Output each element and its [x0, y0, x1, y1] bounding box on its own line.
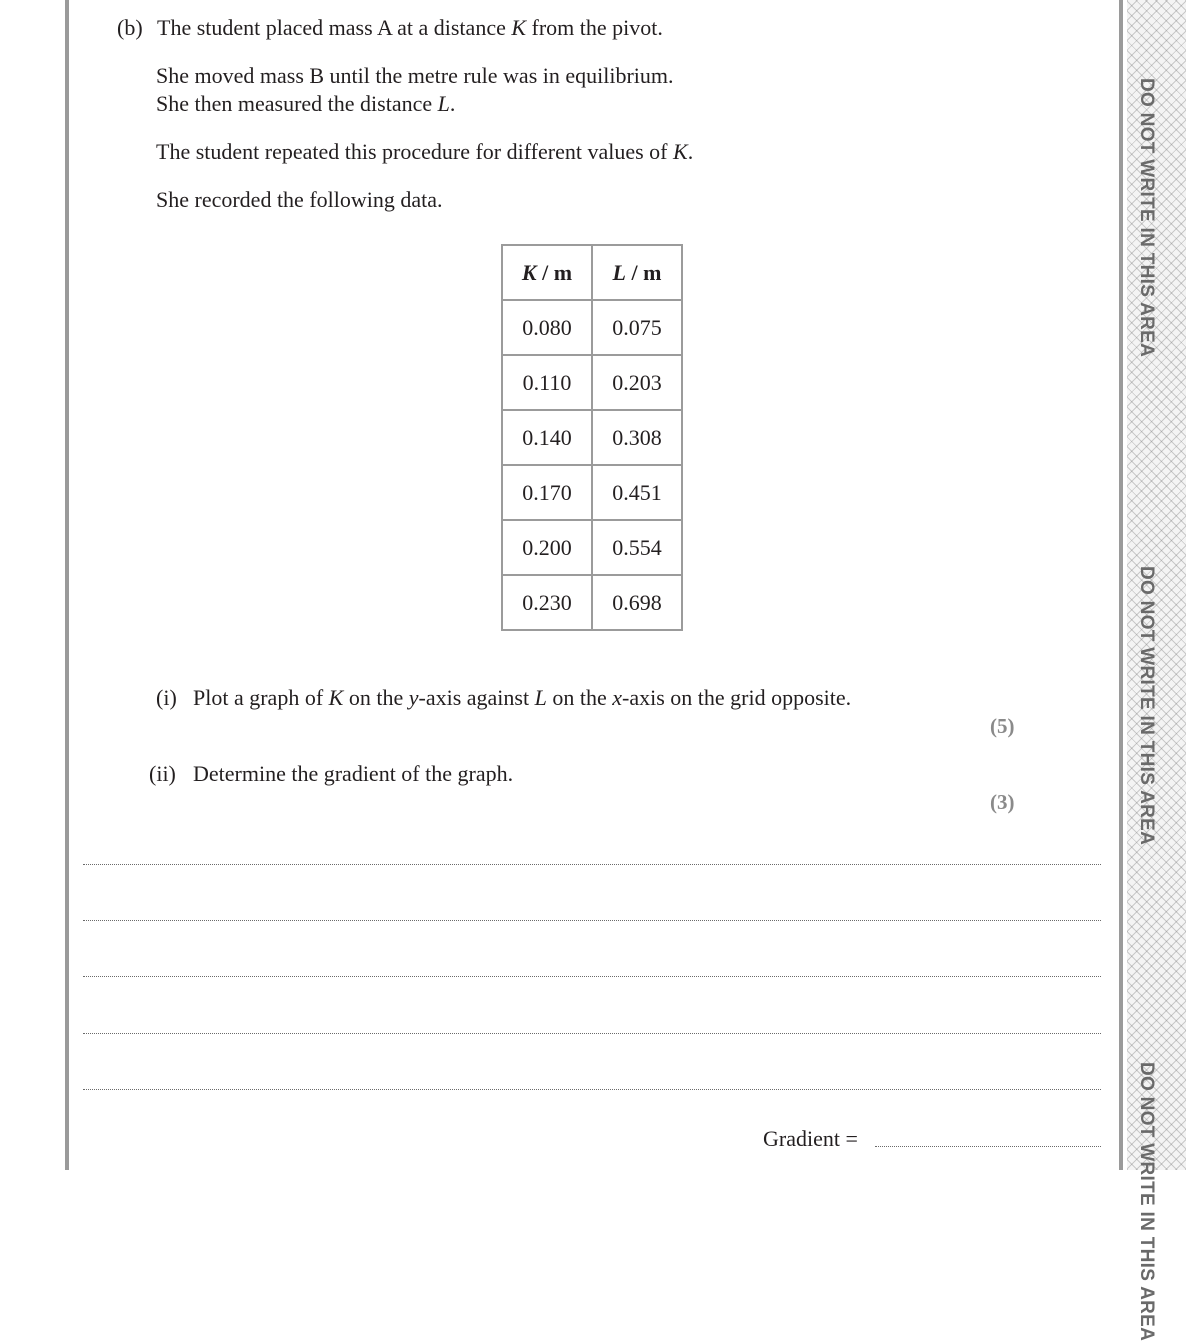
subquestion-ii-label: (ii) — [149, 761, 176, 786]
marks-i: (5) — [990, 714, 1015, 738]
table-row — [502, 575, 682, 630]
header-k: K / m — [502, 245, 592, 300]
gradient-label: Gradient = — [763, 1126, 858, 1151]
table-row — [502, 410, 682, 465]
cell-l: 0.698 — [592, 575, 682, 630]
margin-warning-3: DO NOT WRITE IN THIS AREA — [1136, 1062, 1157, 1341]
table-row — [502, 355, 682, 410]
cell-l: 0.554 — [592, 520, 682, 575]
paragraph-3: She recorded the following data. — [156, 187, 443, 212]
cell-l: 0.308 — [592, 410, 682, 465]
cell-k: 0.170 — [502, 465, 592, 520]
answer-line-4[interactable] — [83, 1033, 1101, 1034]
cell-k: 0.110 — [502, 355, 592, 410]
table-row — [502, 465, 682, 520]
margin-warning-1: DO NOT WRITE IN THIS AREA — [1136, 78, 1157, 358]
paragraph-1-line-1: She moved mass B until the metre rule was in equilibrium. — [156, 63, 674, 88]
cell-l: 0.451 — [592, 465, 682, 520]
data-table — [501, 244, 683, 631]
answer-line-5[interactable] — [83, 1089, 1101, 1090]
left-margin-rule — [65, 0, 69, 1170]
cell-k: 0.230 — [502, 575, 592, 630]
margin-warning-2: DO NOT WRITE IN THIS AREA — [1136, 566, 1157, 846]
answer-line-3[interactable] — [83, 976, 1101, 977]
right-margin-rule — [1119, 0, 1123, 1170]
part-b-label: (b) — [117, 15, 143, 40]
cell-k: 0.140 — [502, 410, 592, 465]
cell-k: 0.200 — [502, 520, 592, 575]
table-header-row — [502, 245, 682, 300]
gradient-answer-line[interactable] — [875, 1146, 1101, 1147]
table-row — [502, 300, 682, 355]
paragraph-2: The student repeated this procedure for different values of K. — [156, 139, 694, 164]
table-row — [502, 520, 682, 575]
subquestion-i-text: Plot a graph of K on the y-axis against L on the x-axis on the grid opposite. — [193, 685, 852, 710]
subquestion-ii-text: Determine the gradient of the graph. — [193, 761, 514, 786]
answer-line-1[interactable] — [83, 864, 1101, 865]
cell-k: 0.080 — [502, 300, 592, 355]
answer-line-2[interactable] — [83, 920, 1101, 921]
subquestion-i-label: (i) — [156, 685, 177, 710]
paragraph-1-line-2: She then measured the distance L. — [156, 91, 456, 116]
part-b-text: The student placed mass A at a distance K from the pivot. — [157, 15, 663, 40]
cell-l: 0.075 — [592, 300, 682, 355]
header-l: L / m — [592, 245, 682, 300]
cell-l: 0.203 — [592, 355, 682, 410]
marks-ii: (3) — [990, 790, 1015, 814]
do-not-write-margin — [1127, 0, 1186, 1341]
